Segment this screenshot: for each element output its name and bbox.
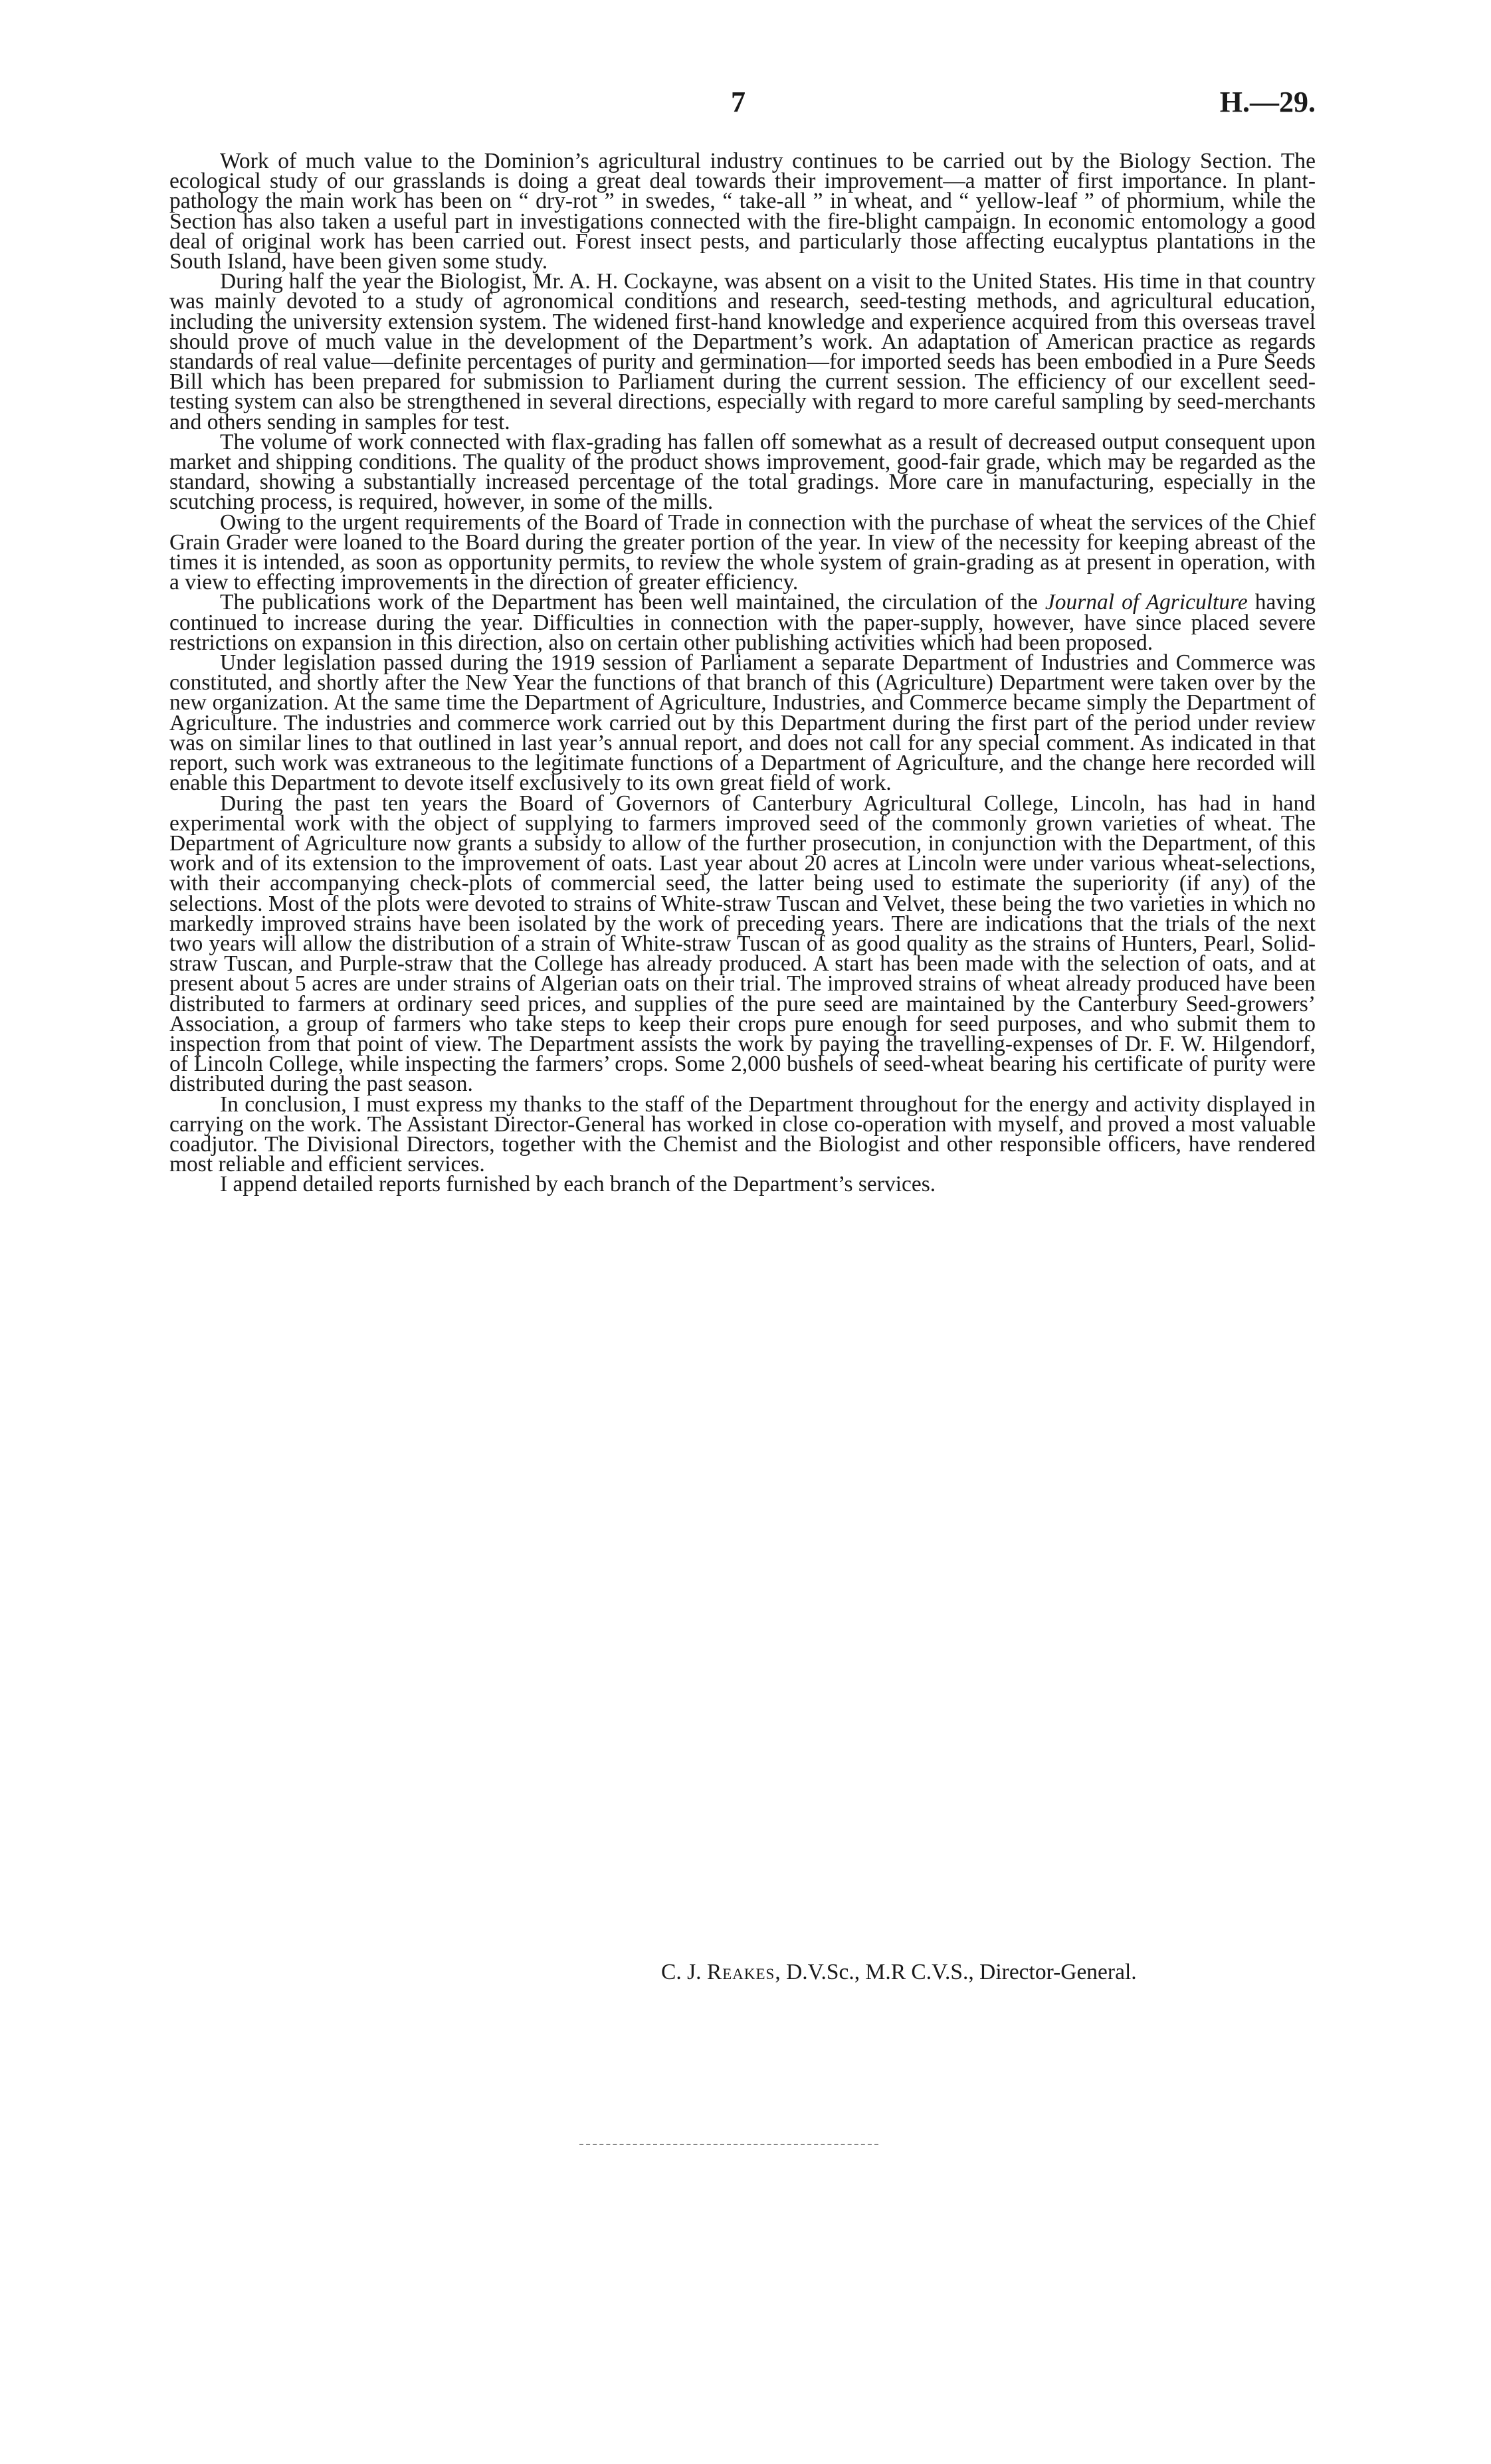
signature-credentials: , D.V.Sc., M.R C.V.S., Director-General. <box>775 1960 1137 1984</box>
paragraph-flax-grading: The volume of work connected with flax-grading has fallen off somewhat as a result of decreased output consequent upon market and shipping conditions. The quality of the product shows improvement, good-fair grade, which may be regarded as the standard, showing a substantially increased percentage of the total gradings. More care in manufacturing, especially in the scutching process, is required, however, in some of the mills. <box>169 429 1316 515</box>
signature-line <box>661 1960 1137 1985</box>
paragraph-grain-grading: Owing to the urgent requirements of the Board of Trade in connection with the purchase of wheat the services of the Chief Grain Grader were loaned to the Board during the greater portion of the year. In view of the necessity for keeping abreast of the times it is intended, as soon as opportunity permits, to review the whole system of grain-grading as at present in operation, with a view to effecting improvements in the direction of greater efficiency. <box>169 510 1316 595</box>
publications-text-start: The publications work of the Department has been well maintained, the circulation of the <box>220 590 1045 615</box>
paragraph-biology-section: Work of much value to the Dominion’s agricultural industry continues to be carried out by the Biology Section. The ecological study of our grasslands is doing a great deal towards their improvement—a matter of first importance. In plant-pathology the main work has been on “ dry-rot ” in swedes, “ take-all ” in wheat, and “ yellow-leaf ” of phormium, while the Section has also taken a useful part in investigations connected with the fire-blight campaign. In economic entomology a good deal of original work has been carried out. Forest insect pests, and particularly those affecting eucalyptus plantations in the South Island, have been given some study. <box>169 149 1316 274</box>
paragraph-canterbury-college: During the past ten years the Board of Governors of Canterbury Agricultural College, Lincoln, has had in hand experimental work with the object of supplying to farmers improved seed of the commonly grown varieties of wheat. The Department of Agriculture now grants a subsidy to allow of the further prosecution, in conjunction with the Department, of this work and of its extension to the improvement of oats. Last year about 20 acres at Lincoln were under various wheat-selections, with their accompanying check-plots of commercial seed, the latter being used to estimate the superiority (if any) of the selections. Most of the plots were devoted to strains of White-straw Tuscan and Velvet, these being the two varieties in which no markedly improved strains have been isolated by the work of preceding years. There are indications that the trials of the next two years will allow the distribution of a strain of White-straw Tuscan of as good quality as the strains of Hunters, Pearl, Solid-straw Tuscan, and Purple-straw that the College has already produced. A start has been made with the selection of oats, and at present about 5 acres are under strains of Algerian oats on their trial. The improved strains of wheat already produced have been distributed to farmers at ordinary seed prices, and supplies of the pure seed are maintained by the Canterbury Seed-growers’ Association, a group of farmers who take steps to keep their crops pure enough for seed purposes, and who submit them to inspection from that point of view. The Department assists the work by paying the travelling-expenses of Dr. F. W. Hilgendorf, of Lincoln College, while inspecting the farmers’ crops. Some 2,000 bushels of seed-wheat bearing his certificate of purity were distributed during the past season. <box>169 791 1316 1097</box>
report-body <box>169 151 1316 1195</box>
page-header <box>0 85 1491 125</box>
journal-title: Journal of Agriculture <box>1044 590 1248 615</box>
paragraph-industries-commerce: Under legislation passed during the 1919 session of Parliament a separate Department of Industries and Commerce was constituted, and shortly after the New Year the functions of that branch of this (Agriculture) Department were taken over by the new organization. At the same time the Department of Agriculture, Industries, and Commerce became simply the Department of Agriculture. The industries and commerce work carried out by this Department during the first part of the period under review was on similar lines to that outlined in last year’s annual report, and does not call for any special comment. As indicated in that report, such work was extraneous to the legitimate functions of a Department of Agriculture, and the change here recorded will enable this Department to devote itself exclusively to its own great field of work. <box>169 650 1316 796</box>
signature-initials: C. J. <box>661 1960 707 1984</box>
paragraph-append-reports: I append detailed reports furnished by each branch of the Department’s services. <box>220 1172 936 1197</box>
paragraph-publications <box>169 590 1316 655</box>
document-code: H.—29. <box>1219 86 1316 118</box>
closing-divider <box>579 2144 878 2145</box>
paragraph-conclusion: In conclusion, I must express my thanks to the staff of the Department throughout for the energy and activity displayed in carrying on the work. The Assistant Director-General has worked in close co-operation with myself, and proved a most valuable coadjutor. The Divisional Directors, together with the Chemist and the Biologist and other responsible officers, have rendered most reliable and efficient services. <box>169 1091 1316 1177</box>
page-number: 7 <box>731 86 746 118</box>
publications-text-end: having continued to increase during the year. Difficulties in connection with the paper-supply, however, have since placed severe restrictions on expansion in this direction, also on certain other publishing activities which had been proposed. <box>169 590 1316 655</box>
signature-surname: Reakes <box>706 1960 775 1984</box>
paragraph-biologist-visit: During half the year the Biologist, Mr. A. H. Cockayne, was absent on a visit to the United States. His time in that country was mainly devoted to a study of agronomical conditions and research, seed-testing methods, and agricultural education, including the university extension system. The widened first-hand knowledge and experience acquired from this overseas travel should prove of much value in the development of the Department’s work. An adaptation of American practice as regards standards of real value—definite percentages of purity and germination—for imported seeds has been embodied in a Pure Seeds Bill which has been prepared for submission to Parliament during the current session. The efficiency of our excellent seed-testing system can also be strengthened in several directions, especially with regard to more careful sampling by seed-merchants and others sending in samples for test. <box>169 269 1316 434</box>
